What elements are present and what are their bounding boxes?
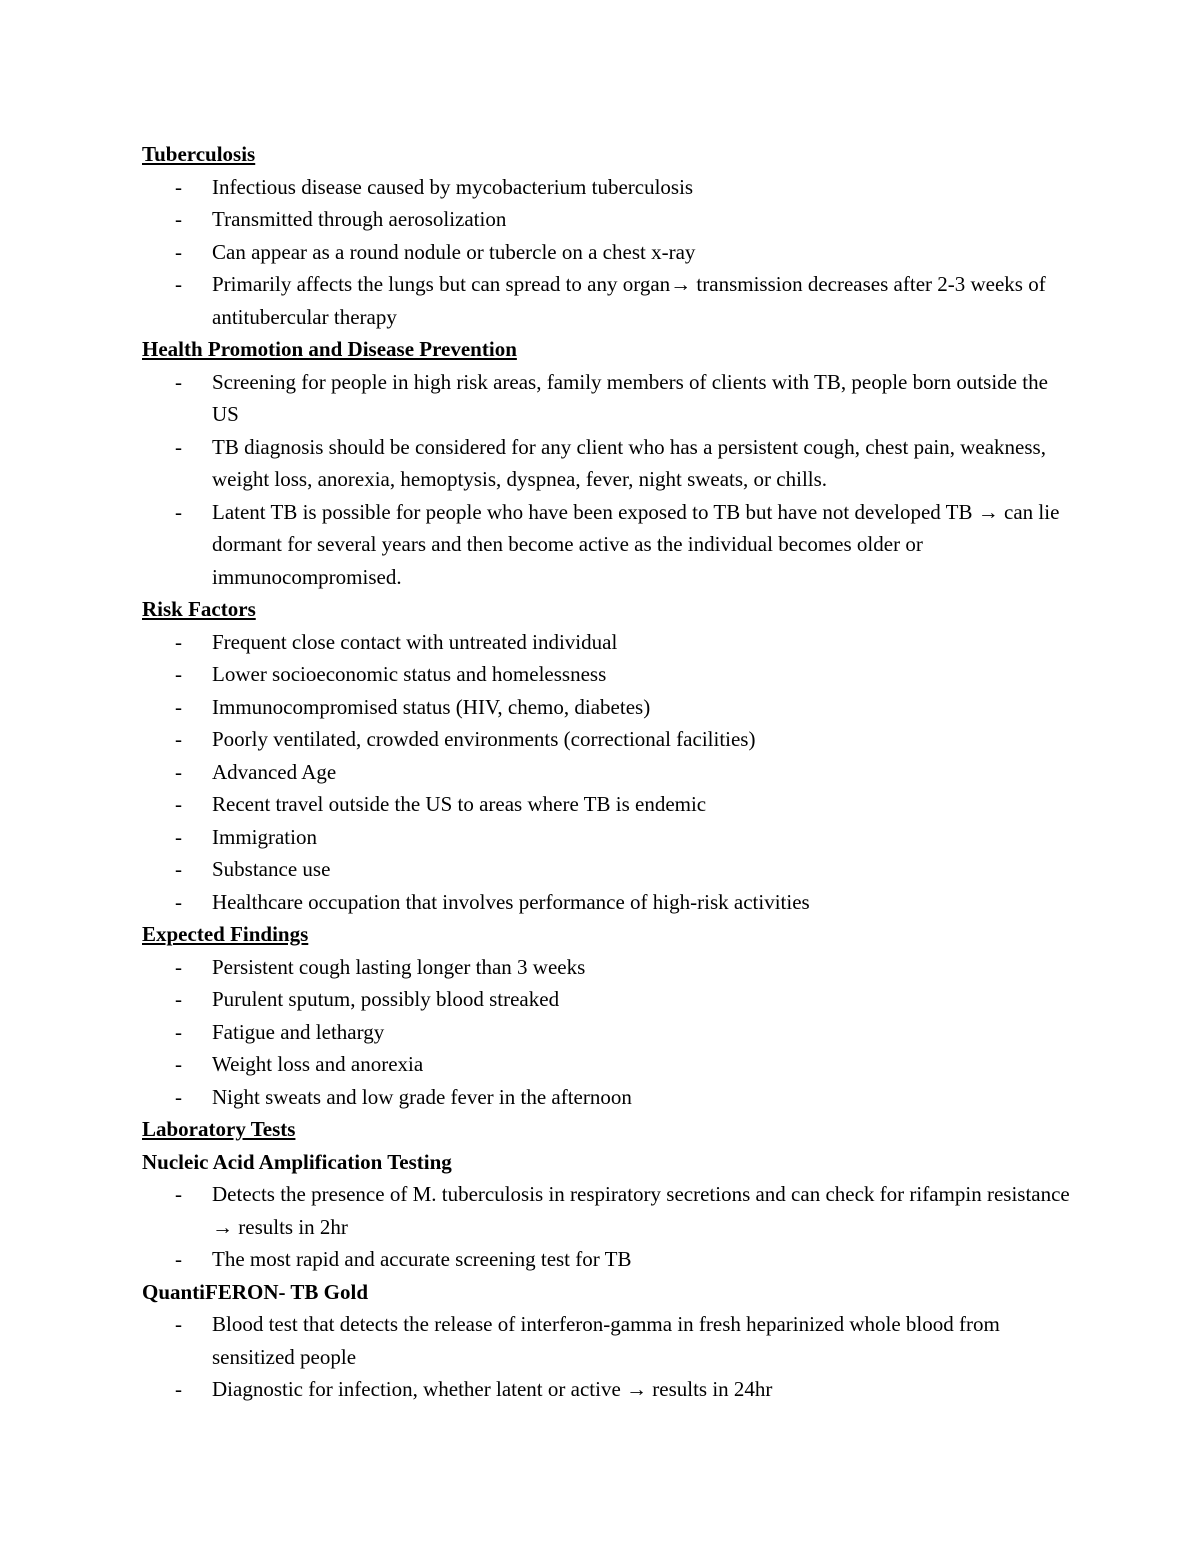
dash-bullet: -: [175, 662, 182, 686]
list-item-text: Can appear as a round nodule or tubercle on a chest x-ray: [212, 239, 696, 264]
list-item-text: TB diagnosis should be considered for any client who has a persistent cough, chest pain, weakness, weight loss, anorexia, hemoptysis, dyspnea, fever, night sweats, or chills.: [212, 434, 1046, 491]
section-heading: Health Promotion and Disease Prevention: [142, 337, 517, 361]
list-item-text: Infectious disease caused by mycobacterium tuberculosis: [212, 174, 694, 199]
list-item-text: Recent travel outside the US to areas where TB is endemic: [212, 792, 707, 816]
list-item: [142, 788, 1072, 821]
list-item-text: Screening for people in high risk areas, family members of clients with TB, people born outside the US: [212, 369, 1048, 426]
list-item-text: Healthcare occupation that involves performance of high-risk activities: [212, 889, 810, 914]
list-item: [142, 1081, 1072, 1114]
dash-bullet: -: [175, 857, 182, 881]
list-item-text: Frequent close contact with untreated individual: [212, 629, 618, 654]
list-item: [142, 723, 1072, 756]
bullet-list: [142, 366, 1072, 594]
list-item: [142, 853, 1072, 886]
list-item-text: Transmitted through aerosolization: [212, 207, 507, 231]
list-item: [142, 886, 1072, 919]
list-item: [142, 1178, 1072, 1243]
dash-bullet: -: [175, 1019, 182, 1044]
list-item-text: Blood test that detects the release of interferon-gamma in fresh heparinized whole blood from sensitized people: [212, 1312, 1000, 1369]
list-item: [142, 366, 1072, 431]
dash-bullet: -: [175, 792, 182, 816]
section-risk-factors: [142, 593, 1072, 918]
list-item: [142, 626, 1072, 659]
list-item-text: Immigration: [212, 824, 317, 849]
dash-bullet: -: [175, 824, 182, 849]
dash-bullet: -: [175, 174, 182, 199]
dash-bullet: -: [175, 694, 182, 719]
section-heading: Tuberculosis: [142, 142, 256, 166]
list-item: [142, 1308, 1072, 1373]
dash-bullet: -: [175, 1084, 182, 1109]
dash-bullet: -: [175, 727, 182, 751]
list-item: [142, 1016, 1072, 1049]
list-item: [142, 1243, 1072, 1276]
list-item-text: The most rapid and accurate screening test for TB: [212, 1247, 632, 1271]
list-item: [142, 171, 1072, 204]
list-item: [142, 1373, 1072, 1406]
list-item-text: Poorly ventilated, crowded environments (correctional facilities): [212, 727, 756, 751]
list-item-text: Night sweats and low grade fever in the afternoon: [212, 1084, 632, 1109]
dash-bullet: -: [175, 434, 182, 459]
bullet-list: [142, 1308, 1072, 1406]
list-item: [142, 821, 1072, 854]
section-heading: Expected Findings: [142, 922, 309, 946]
list-item-text: Latent TB is possible for people who have been exposed to TB but have not developed TB → can lie dormant for several years and then become active as the individual becomes older or immunocompromised.: [212, 499, 1060, 589]
dash-bullet: -: [175, 954, 182, 979]
list-item-text: Purulent sputum, possibly blood streaked: [212, 987, 560, 1011]
list-item-text: Detects the presence of M. tuberculosis in respiratory secretions and can check for rifampin resistance → results in 2hr: [212, 1182, 1070, 1239]
dash-bullet: -: [175, 759, 182, 784]
document-page: [142, 138, 1072, 1406]
list-item-text: Weight loss and anorexia: [212, 1052, 424, 1076]
dash-bullet: -: [175, 1182, 182, 1206]
list-item: [142, 691, 1072, 724]
section-heading: Laboratory Tests: [142, 1117, 296, 1141]
section-heading: Risk Factors: [142, 597, 256, 621]
bullet-list: [142, 951, 1072, 1114]
dash-bullet: -: [175, 629, 182, 654]
list-item-text: Immunocompromised status (HIV, chemo, diabetes): [212, 694, 651, 719]
dash-bullet: -: [175, 1377, 182, 1401]
list-item: [142, 203, 1072, 236]
dash-bullet: -: [175, 369, 182, 394]
section-tuberculosis: [142, 138, 1072, 333]
dash-bullet: -: [175, 987, 182, 1011]
list-item-text: Substance use: [212, 857, 331, 881]
list-item: [142, 1048, 1072, 1081]
list-item: [142, 496, 1072, 594]
list-item: [142, 951, 1072, 984]
subsection-title-quantiferon: QuantiFERON- TB Gold: [142, 1279, 368, 1304]
list-item: [142, 236, 1072, 269]
bullet-list: [142, 1178, 1072, 1276]
list-item-text: Fatigue and lethargy: [212, 1019, 385, 1044]
list-item-text: Lower socioeconomic status and homelessness: [212, 662, 607, 686]
list-item-text: Advanced Age: [212, 759, 337, 784]
section-laboratory-tests: [142, 1113, 1072, 1406]
list-item: [142, 756, 1072, 789]
bullet-list: [142, 626, 1072, 919]
list-item: [142, 658, 1072, 691]
list-item: [142, 431, 1072, 496]
dash-bullet: -: [175, 889, 182, 914]
dash-bullet: -: [175, 239, 182, 264]
subsection-title-naat: Nucleic Acid Amplification Testing: [142, 1149, 452, 1174]
list-item: [142, 268, 1072, 333]
dash-bullet: -: [175, 1247, 182, 1271]
dash-bullet: -: [175, 272, 182, 296]
dash-bullet: -: [175, 1052, 182, 1076]
dash-bullet: -: [175, 499, 182, 524]
dash-bullet: -: [175, 1312, 182, 1336]
list-item-text: Diagnostic for infection, whether latent or active → results in 24hr: [212, 1377, 773, 1401]
dash-bullet: -: [175, 207, 182, 231]
list-item-text: Primarily affects the lungs but can spread to any organ→ transmission decreases after 2-3 weeks of antitubercular therapy: [212, 272, 1046, 329]
section-health-promotion: [142, 333, 1072, 593]
list-item-text: Persistent cough lasting longer than 3 weeks: [212, 954, 586, 979]
bullet-list: [142, 171, 1072, 334]
section-expected-findings: [142, 918, 1072, 1113]
list-item: [142, 983, 1072, 1016]
